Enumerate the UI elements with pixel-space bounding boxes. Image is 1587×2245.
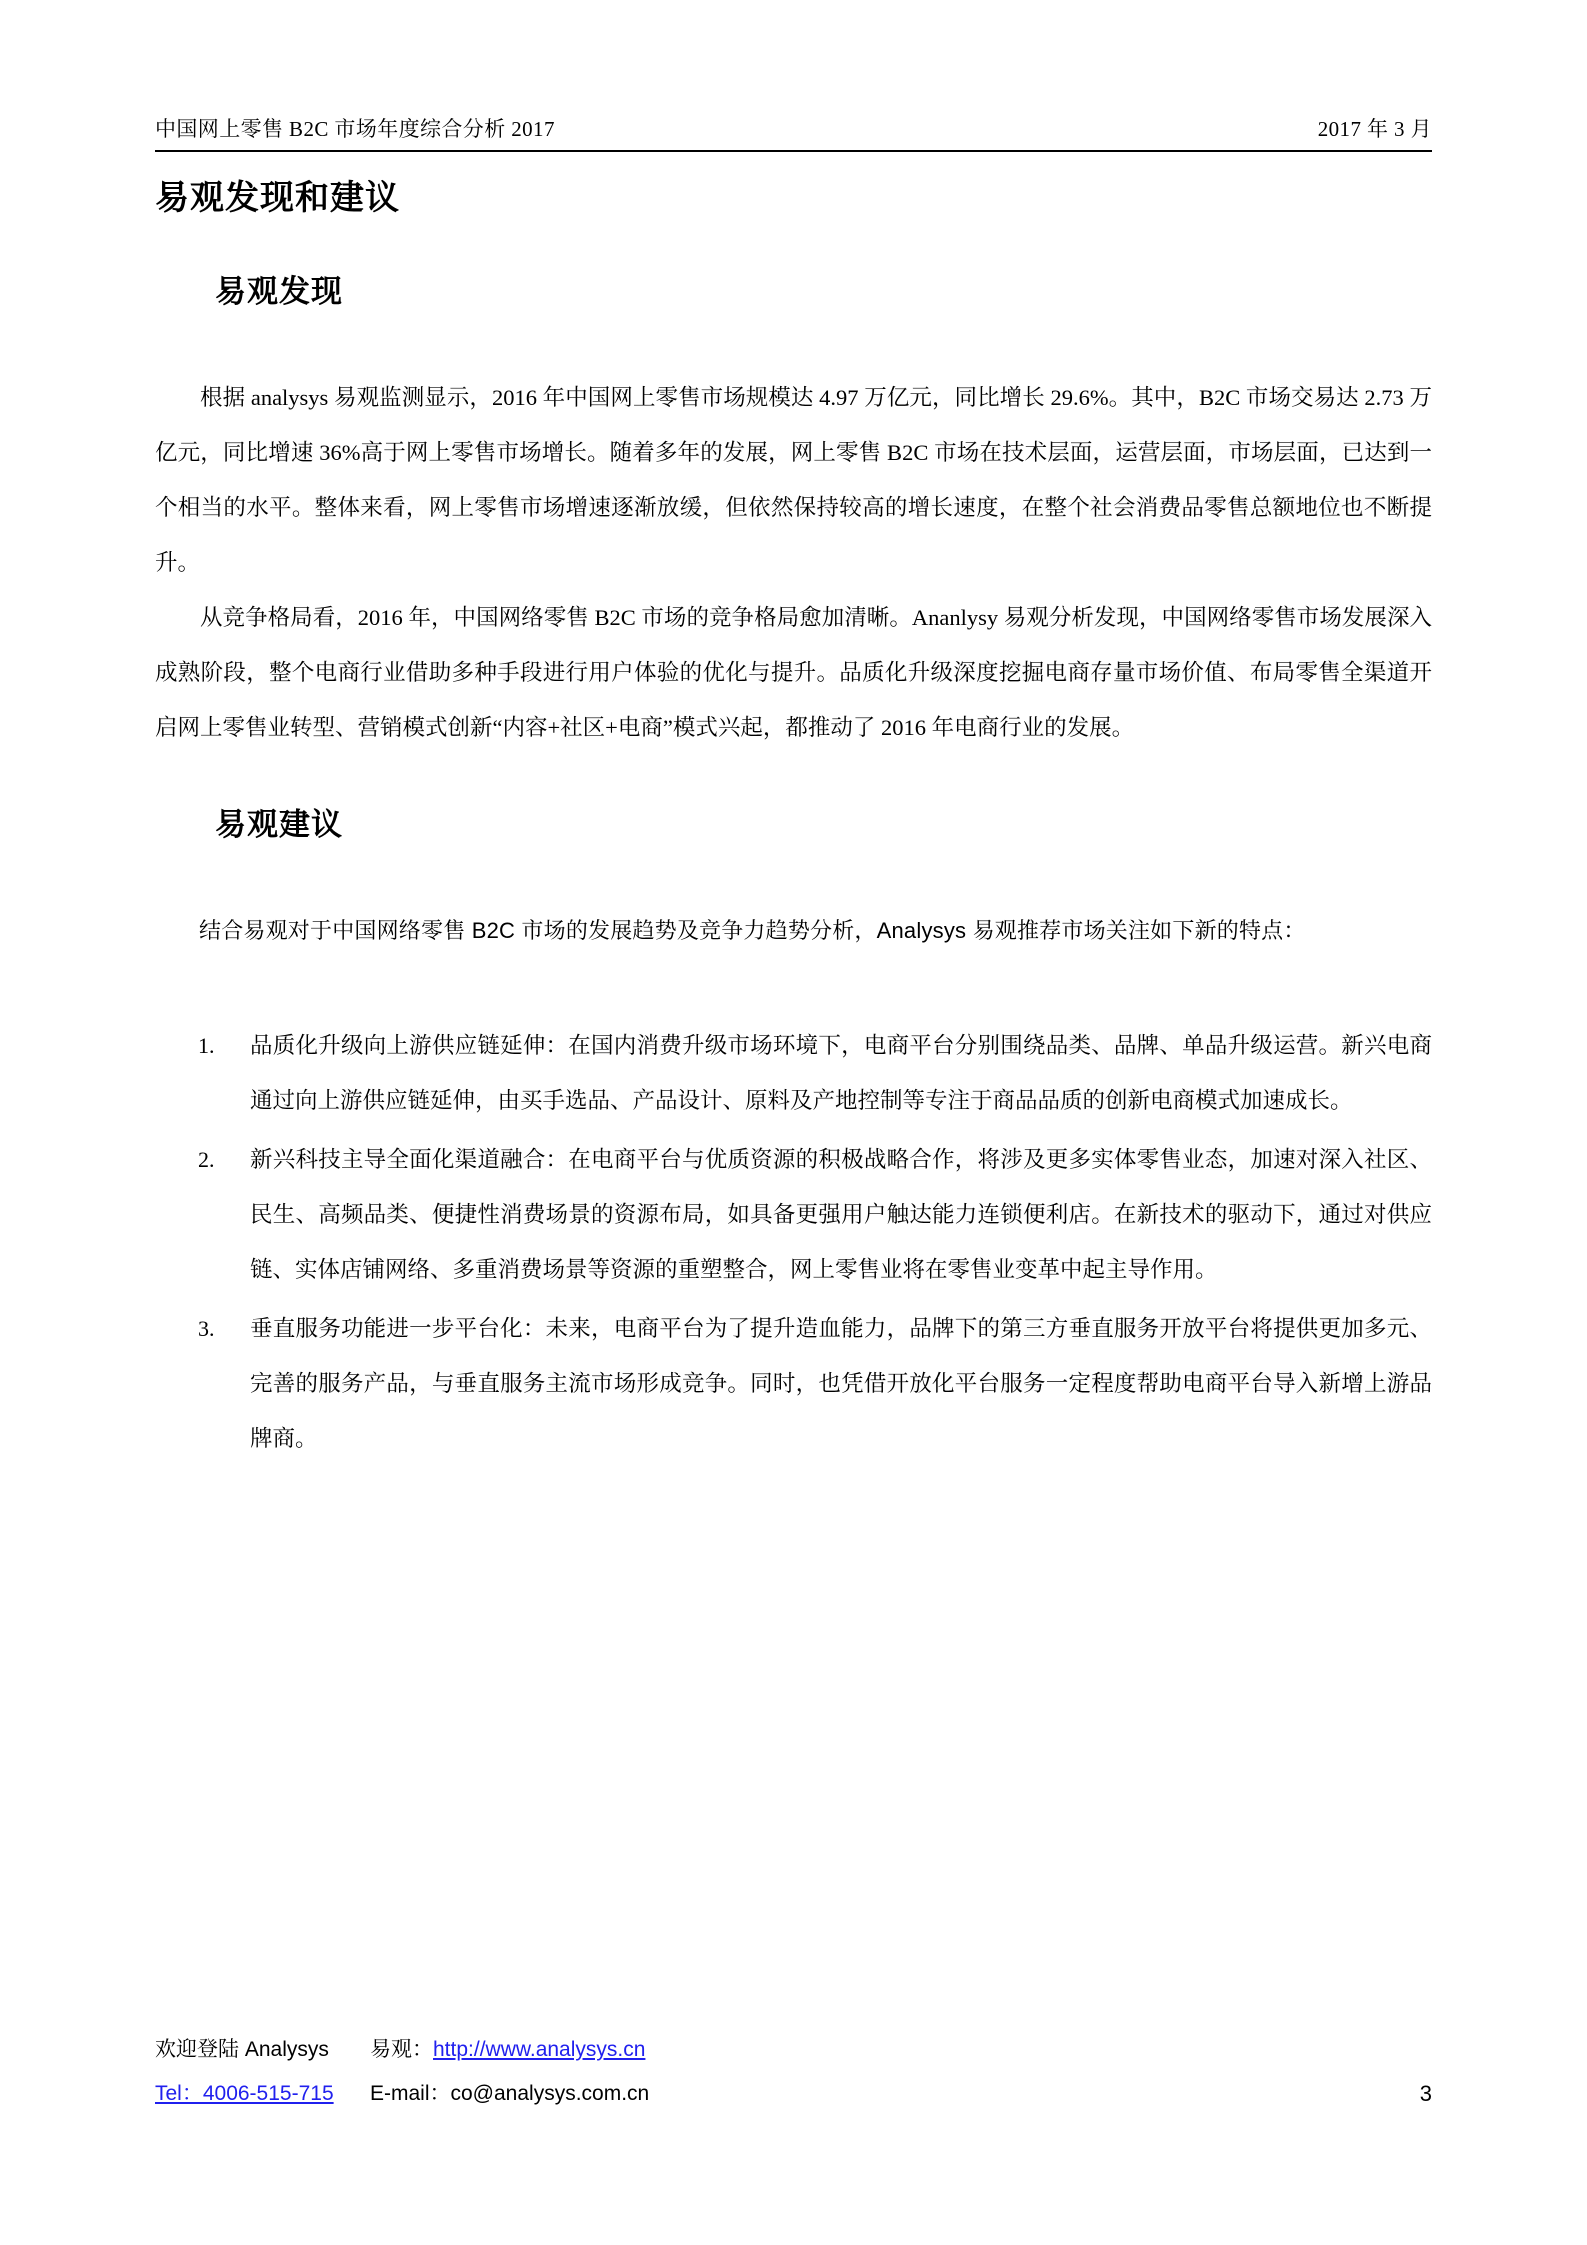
advice-body — [155, 903, 1432, 958]
list-item-marker: 3. — [198, 1316, 215, 1341]
findings-body — [155, 370, 1432, 755]
page-title: 易观发现和建议 — [155, 179, 400, 217]
page-footer — [155, 2028, 1432, 2116]
advice-list — [155, 1018, 1432, 1470]
footer-site-label: 易观： — [370, 2038, 433, 2061]
section-heading-advice: 易观建议 — [215, 807, 343, 842]
footer-email: E-mail：co@analysys.com.cn — [370, 2082, 650, 2105]
footer-site-link[interactable]: http://www.analysys.cn — [433, 2038, 646, 2061]
list-item-text: 垂直服务功能进一步平台化：未来，电商平台为了提升造血能力，品牌下的第三方垂直服务开放平台将提供更加多元、完善的服务产品，与垂直服务主流市场形成竞争。同时，也凭借开放化平台服务一定程度帮助电商平台导入新增上游品牌商。 — [250, 1316, 1432, 1451]
list-item-marker: 2. — [198, 1147, 215, 1172]
list-item — [155, 1018, 1432, 1128]
list-item-text: 新兴科技主导全面化渠道融合：在电商平台与优质资源的积极战略合作，将涉及更多实体零售业态，加速对深入社区、民生、高频品类、便捷性消费场景的资源布局，如具备更强用户触达能力连锁便利店。在新技术的驱动下，通过对供应链、实体店铺网络、多重消费场景等资源的重塑整合，网上零售业将在零售业变革中起主导作用。 — [250, 1147, 1432, 1282]
list-item-text: 品质化升级向上游供应链延伸：在国内消费升级市场环境下，电商平台分别围绕品类、品牌、单品升级运营。新兴电商通过向上游供应链延伸，由买手选品、产品设计、原料及产地控制等专注于商品品质的创新电商模式加速成长。 — [250, 1033, 1432, 1113]
footer-row-site — [155, 2028, 1432, 2072]
findings-paragraph-1: 根据 analysys 易观监测显示，2016 年中国网上零售市场规模达 4.97 万亿元，同比增长 29.6%。其中，B2C 市场交易达 2.73 万亿元，同比增速 36%高于网上零售市场增长。随着多年的发展，网上零售 B2C 市场在技术层面，运营层面，市场层面，已达到一个相当的水平。整体来看，网上零售市场增速逐渐放缓，但依然保持较高的增长速度，在整个社会消费品零售总额地位也不断提升。 — [155, 385, 1432, 575]
section-heading-findings: 易观发现 — [215, 274, 343, 309]
footer-row-contact — [155, 2072, 1432, 2116]
header-title-left: 中国网上零售 B2C 市场年度综合分析 2017 — [155, 117, 555, 141]
advice-intro-paragraph: 结合易观对于中国网络零售 B2C 市场的发展趋势及竞争力趋势分析，Analysys 易观推荐市场关注如下新的特点： — [199, 918, 1306, 943]
findings-paragraph-2: 从竞争格局看，2016 年，中国网络零售 B2C 市场的竞争格局愈加清晰。Ananlysy 易观分析发现，中国网络零售市场发展深入成熟阶段，整个电商行业借助多种手段进行用户体验的优化与提升。品质化升级深度挖掘电商存量市场价值、布局零售全渠道开启网上零售业转型、营销模式创新“内容+社区+电商”模式兴起，都推动了 2016 年电商行业的发展。 — [155, 605, 1432, 740]
footer-site-line — [370, 2028, 1432, 2072]
list-item-marker: 1. — [198, 1033, 215, 1058]
header-date-right: 2017 年 3 月 — [1317, 117, 1432, 141]
list-item — [155, 1301, 1432, 1466]
footer-welcome-text: 欢迎登陆 Analysys — [155, 2038, 329, 2061]
footer-tel — [155, 2072, 370, 2116]
footer-tel-link[interactable]: Tel：4006-515-715 — [155, 2082, 334, 2105]
page-number: 3 — [1419, 2081, 1432, 2106]
page-header — [155, 118, 1432, 152]
list-item — [155, 1132, 1432, 1297]
